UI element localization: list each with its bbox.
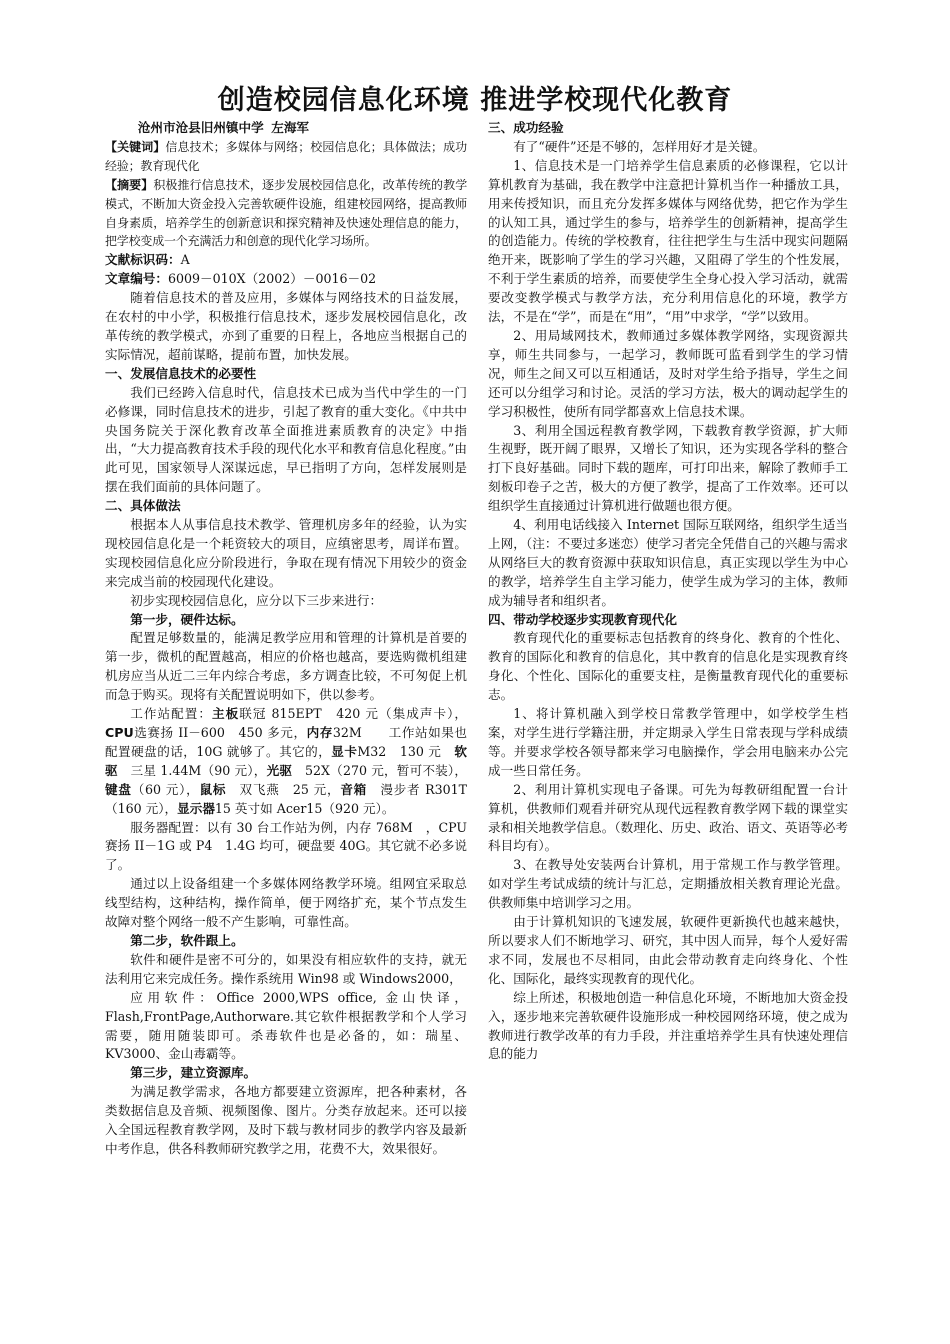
right-column — [488, 119, 848, 1064]
intro-paragraph: 随着信息技术的普及应用，多媒体与网络技术的日益发展，在农村的中小学，积极推行信息技术，逐步发展校园信息化，改革传统的教学模式，亦到了重要的日程上，各地应当根据自己的实际情况，超前谋略，提前布置，加快发展。 — [105, 290, 467, 362]
keywords — [105, 138, 467, 176]
section-heading: 三、成功经验 — [488, 120, 564, 135]
paragraph: 应用软件：Office 2000,WPS office, 金山快译，Flash,FrontPage,Authorware.其它软件根据教学和个人学习需要，随用随装即可。杀毒软件也是必备的，如：瑞星、KV3000、金山毒霸等。 — [105, 989, 467, 1062]
author-line — [105, 119, 467, 138]
keywords-label: 【关键词】 — [105, 139, 166, 154]
affiliation: 沧州市沧县旧州镇中学 — [137, 120, 264, 135]
section-heading: 一、发展信息技术的必要性 — [105, 365, 257, 381]
config-key: 显示器 — [177, 800, 215, 816]
paragraph: 初步实现校园信息化，应分以下三步来进行： — [130, 592, 383, 608]
config-text: 32M 工作站如果也配置硬盘的话，10G 就够了。其它的， — [105, 725, 468, 759]
paragraph: 我们已经跨入信息时代，信息技术已成为当代中学生的一门必修课，同时信息技术的进步，引起了教育的重大变化。《中共中央国务院关于深化教育改革全面推进素质教育的决定》中指出，“大力提高教育技术手段的现代化水平和教育信息化程度。”由此可见，国家领导人深谋远虑，早已指明了方向，怎样发展则是摆在我们面前的具体问题了。 — [105, 384, 467, 495]
workstation-config — [105, 705, 467, 818]
paragraph: 教育现代化的重要标志包括教育的终身化、教育的个性化、教育的国际化和教育的信息化，其中教育的信息化是实现教育终身化、个性化、国际化的重要支柱，是衡量教育现代化的重要标志。 — [488, 630, 848, 703]
paragraph: 3、在教导处安装两台计算机，用于常规工作与教学管理。如对学生考试成绩的统计与汇总，定期播放相关教育理论光盘。供教师集中培训学习之用。 — [488, 857, 848, 911]
step-heading: 第一步，硬件达标。 — [130, 611, 244, 627]
config-key: CPU — [105, 725, 134, 740]
config-key: 内存 — [306, 725, 333, 740]
abstract — [105, 176, 467, 252]
paragraph: 软件和硬件是密不可分的，如果没有相应软件的支持，就无法利用它来完成任务。操作系统用 Win98 或 Windows2000， — [105, 951, 467, 986]
author-name: 左海军 — [271, 120, 310, 135]
section-heading: 二、具体做法 — [105, 498, 181, 514]
config-key: 显卡 — [331, 743, 358, 759]
paragraph: 2、利用计算机实现电子备课。可先为每教研组配置一台计算机，供教师们观看并研究从现代远程教育教学网下载的课堂实录和相关地教学信息。（数理化、历史、政治、语文、英语等必考科目均有）。 — [488, 781, 848, 854]
doc-code-value: A — [180, 252, 190, 268]
paragraph: 为满足教学需求，各地方都要建立资源库，把各种素材，各类数据信息及音频、视频图像、图片。分类存放起来。还可以接入全国远程教育教学网，及时下载与教材同步的教学内容及最新中考作息，供各科教师研究教学之用，花费不大，效果很好。 — [105, 1084, 467, 1156]
config-text: 52X（270 元，暂可不装）， — [292, 762, 468, 778]
abstract-label: 【摘要】 — [105, 177, 154, 192]
config-text: 工作站配置： — [130, 706, 212, 722]
paragraph: 综上所述，积极地创造一种信息化环境，不断地加大资金投入，逐步地来完善软硬件设施形成一种校园网络环境，使之成为教师进行教学改革的有力手段，并注重培养学生具有快速处理信息的能力 — [488, 989, 848, 1062]
config-text: 15 英寸如 Acer15（920 元）。 — [214, 800, 395, 816]
paragraph: 通过以上设备组建一个多媒体网络教学环境。组网宜采取总线型结构，这种结构，操作简单，便于网络扩充，某个节点发生故障对整个网络一般不产生影响，可靠性高。 — [105, 876, 467, 930]
config-text: 三星 1.44M（90 元）， — [117, 762, 267, 778]
config-text: 选赛扬 II－600 450 多元， — [133, 725, 307, 740]
config-text: 双飞燕 25 元， — [226, 781, 341, 797]
page-title: 创造校园信息化环境 推进学校现代化教育 — [217, 85, 733, 116]
article-number — [105, 270, 467, 289]
config-key: 主板 — [211, 706, 240, 722]
config-key: 音箱 — [340, 781, 368, 797]
left-column — [105, 119, 467, 1159]
paragraph: 4、利用电话线接入 Internet 国际互联网络，组织学生适当上网，（注：不要过多迷恋）使学习者完全凭借自己的兴趣与需求从网络巨大的教育资源中获取知识信息，真正实现以学生为中心的教学，培养学生自主学习能力，使学生成为学习的主体，教师成为辅导者和组织者。 — [488, 517, 848, 608]
keywords-text: 信息技术；多媒体与网络；校园信息化；具体做法；成功经验；教育现代化 — [105, 139, 467, 173]
paragraph: 有了“硬件”还是不够的，怎样用好才是关键。 — [513, 138, 766, 154]
article-number-label: 文章编号： — [105, 271, 168, 287]
server-config: 服务器配置：以有 30 台工作站为例，内存 768M ，CPU 赛扬 II－1G 或 P4 1.4G 均可，硬盘要 40G。其它就不必多说了。 — [105, 819, 467, 873]
step-heading: 第二步，软件跟上。 — [130, 932, 244, 948]
article-number-value: 6009－010X（2002）－0016－02 — [167, 271, 377, 287]
paragraph: 由于计算机知识的飞速发展，软硬件更新换代也越来越快，所以要求人们不断地学习、研究，其中因人而异，每个人爱好需求不同，发展也不尽相同，由此会带动教育走向终身化、个性化、国际化，最终实现教育的现代化。 — [488, 914, 848, 986]
config-key: 光驱 — [266, 762, 293, 778]
config-text: 联冠 815EPT 420 元（集成声卡）， — [239, 706, 468, 722]
config-key: 软驱 — [105, 743, 468, 778]
doc-code — [105, 251, 467, 270]
config-key: 鼠标 — [199, 781, 227, 797]
paragraph: 2、用局域网技术，教师通过多媒体教学网络，实现资源共享，师生共同参与，一起学习，教师既可监看到学生的学习情况，师生之间又可以互相通话，及时对学生给予指导，学生之间还可以分组学习和讨论。灵活的学习方法，极大的调动起学生的学习积极性，使所有同学都喜欢上信息技术课。 — [488, 327, 848, 419]
config-key: 键盘 — [105, 781, 132, 797]
step-heading: 第三步，建立资源库。 — [130, 1065, 257, 1081]
config-text: （60 元）， — [131, 781, 200, 797]
config-text: 漫步者 R301T（160 元）， — [105, 781, 468, 816]
paragraph: 1、信息技术是一门培养学生信息素质的必修课程，它以计算机教育为基础，我在教学中注意把计算机当作一种播放工具，用来传授知识，而且充分发挥多媒体与网络优势，把它作为学生的认知工具，通过学生的参与，培养学生的创新精神，提高学生的创造能力。传统的学校教育，往往把学生与生活中现实问题隔绝开来，既影响了学生的学习兴趣，又阻碍了学生的个性发展，不利于学生素质的培养，而要使学生全身心投入学习活动，就需要改变教学模式与教学方法，充分利用信息化的环境，教学方法，不是在“学”，而是在“用”，“用”中求学，“学”以致用。 — [488, 157, 848, 325]
config-text: M32 130 元 — [357, 743, 455, 759]
doc-code-label: 文献标识码： — [105, 252, 181, 268]
abstract-text: 积极推行信息技术，逐步发展校园信息化，改革传统的教学模式，不断加大资金投入完善软硬件设施，组建校园网络，提高教师自身素质，培养学生的创新意识和探究精神及快速处理信息的能力，把学校变成一个充满活力和创意的现代化学习场所。 — [105, 177, 467, 249]
paragraph: 3、利用全国远程教育教学网，下载教育教学资源，扩大师生视野，既开阔了眼界，又增长了知识，还为实现各学科的整合打下良好基础。同时下载的题库，可打印出来，解除了教师手工刻板印卷子之苦，极大的方便了教学，提高了工作效率。还可以组织学生直接通过计算机进行做题也很方便。 — [488, 422, 848, 514]
paragraph: 根据本人从事信息技术教学、管理机房多年的经验，认为实现校园信息化是一个耗资较大的项目，应缜密思考，周详布置。实现校园信息化应分阶段进行，争取在现有情况下用较少的资金来完成当前的校园现代化建设。 — [105, 517, 467, 589]
paragraph: 1、将计算机融入到学校日常教学管理中，如学校学生档案，对学生进行学籍注册，并定期录入学生日常表现与学科成绩等。并要求学校各领导都来学习电脑操作，学会用电脑来办公完成一些日常任务。 — [488, 706, 848, 778]
section-heading: 四、带动学校逐步实现教育现代化 — [488, 611, 677, 627]
paragraph: 配置足够数量的，能满足教学应用和管理的计算机是首要的第一步，微机的配置越高，相应的价格也越高，要选购微机组建机房应当从近二三年内综合考虑，多方调查比较，不可匆促上机而急于购买。现将有关配置说明如下，供以参考。 — [105, 630, 467, 703]
